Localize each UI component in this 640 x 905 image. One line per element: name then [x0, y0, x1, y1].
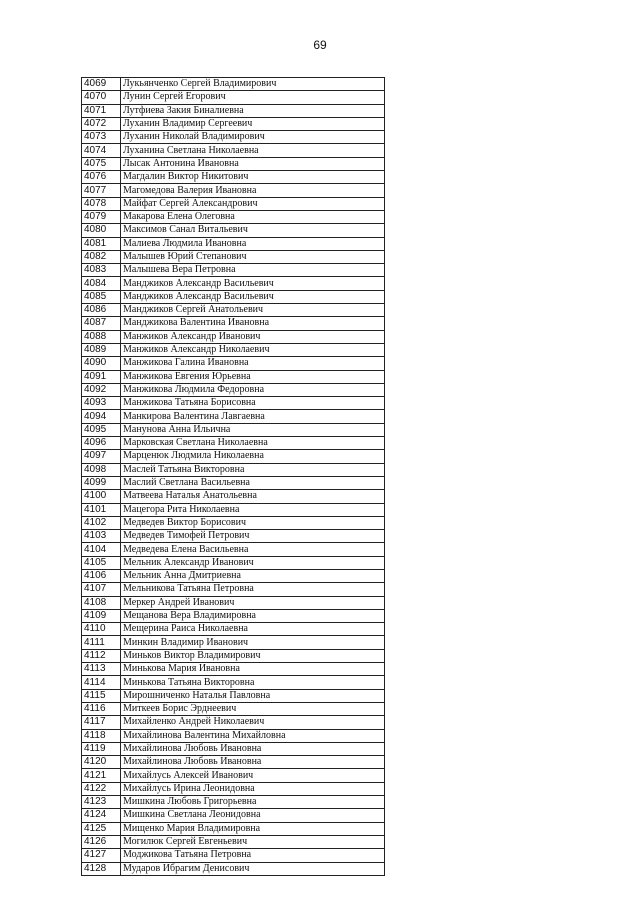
row-number: 4095 — [82, 423, 121, 436]
row-number: 4092 — [82, 383, 121, 396]
person-name: Михайленко Андрей Николаевич — [121, 716, 385, 729]
table-row — [82, 822, 385, 835]
person-name: Мещанова Вера Владимировна — [121, 609, 385, 622]
person-name: Максимов Санал Витальевич — [121, 224, 385, 237]
person-name: Матвеева Наталья Анатольевна — [121, 490, 385, 503]
row-number: 4072 — [82, 117, 121, 130]
table-row — [82, 729, 385, 742]
table-row — [82, 716, 385, 729]
row-number: 4102 — [82, 516, 121, 529]
row-number: 4109 — [82, 609, 121, 622]
person-name: Минкин Владимир Иванович — [121, 636, 385, 649]
table-row — [82, 357, 385, 370]
table-row — [82, 702, 385, 715]
person-name: Маслей Татьяна Викторовна — [121, 463, 385, 476]
table-row — [82, 397, 385, 410]
table-row — [82, 450, 385, 463]
table-row — [82, 437, 385, 450]
table-row — [82, 796, 385, 809]
row-number: 4079 — [82, 210, 121, 223]
table-row — [82, 476, 385, 489]
table-row — [82, 809, 385, 822]
person-name: Марценюк Людмила Николаевна — [121, 450, 385, 463]
person-name: Мельник Анна Дмитриевна — [121, 569, 385, 582]
table-row — [82, 78, 385, 91]
table-row — [82, 250, 385, 263]
table-row — [82, 516, 385, 529]
person-name: Манджиков Сергей Анатольевич — [121, 304, 385, 317]
person-name: Мельникова Татьяна Петровна — [121, 583, 385, 596]
person-name: Луханина Светлана Николаевна — [121, 144, 385, 157]
person-name: Манжикова Галина Ивановна — [121, 357, 385, 370]
row-number: 4118 — [82, 729, 121, 742]
person-name: Мельник Александр Иванович — [121, 556, 385, 569]
row-number: 4091 — [82, 370, 121, 383]
row-number: 4082 — [82, 250, 121, 263]
row-number: 4088 — [82, 330, 121, 343]
row-number: 4078 — [82, 197, 121, 210]
row-number: 4084 — [82, 277, 121, 290]
table-row — [82, 131, 385, 144]
row-number: 4110 — [82, 623, 121, 636]
table-row — [82, 370, 385, 383]
table-row — [82, 649, 385, 662]
table-row — [82, 463, 385, 476]
table-row — [82, 423, 385, 436]
table-row — [82, 742, 385, 755]
person-name: Манджикова Валентина Ивановна — [121, 317, 385, 330]
person-name: Лукьянченко Сергей Владимирович — [121, 78, 385, 91]
row-number: 4081 — [82, 237, 121, 250]
person-name: Манунова Анна Ильична — [121, 423, 385, 436]
person-name: Мишкина Светлана Леонидовна — [121, 809, 385, 822]
roster-table-body — [82, 78, 385, 876]
row-number: 4113 — [82, 663, 121, 676]
row-number: 4083 — [82, 264, 121, 277]
table-row — [82, 197, 385, 210]
person-name: Манжикова Евгения Юрьевна — [121, 370, 385, 383]
table-row — [82, 782, 385, 795]
row-number: 4120 — [82, 756, 121, 769]
person-name: Манджиков Александр Васильевич — [121, 277, 385, 290]
person-name: Михайлинова Любовь Ивановна — [121, 756, 385, 769]
table-row — [82, 490, 385, 503]
table-row — [82, 224, 385, 237]
person-name: Мишкина Любовь Григорьевна — [121, 796, 385, 809]
table-row — [82, 157, 385, 170]
row-number: 4105 — [82, 556, 121, 569]
table-row — [82, 104, 385, 117]
table-row — [82, 264, 385, 277]
row-number: 4121 — [82, 769, 121, 782]
row-number: 4087 — [82, 317, 121, 330]
roster-table — [81, 77, 385, 876]
row-number: 4127 — [82, 849, 121, 862]
table-row — [82, 569, 385, 582]
row-number: 4077 — [82, 184, 121, 197]
table-row — [82, 756, 385, 769]
table-row — [82, 530, 385, 543]
person-name: Манжиков Александр Николаевич — [121, 343, 385, 356]
person-name: Минькова Татьяна Викторовна — [121, 676, 385, 689]
person-name: Мацегора Рита Николаевна — [121, 503, 385, 516]
person-name: Мирошниченко Наталья Павловна — [121, 689, 385, 702]
row-number: 4122 — [82, 782, 121, 795]
table-row — [82, 330, 385, 343]
row-number: 4112 — [82, 649, 121, 662]
table-row — [82, 609, 385, 622]
person-name: Манжикова Татьяна Борисовна — [121, 397, 385, 410]
table-row — [82, 383, 385, 396]
table-row — [82, 91, 385, 104]
row-number: 4085 — [82, 290, 121, 303]
table-row — [82, 663, 385, 676]
row-number: 4101 — [82, 503, 121, 516]
person-name: Медведева Елена Васильевна — [121, 543, 385, 556]
row-number: 4075 — [82, 157, 121, 170]
row-number: 4074 — [82, 144, 121, 157]
person-name: Луханин Николай Владимирович — [121, 131, 385, 144]
person-name: Меркер Андрей Иванович — [121, 596, 385, 609]
row-number: 4073 — [82, 131, 121, 144]
table-row — [82, 636, 385, 649]
row-number: 4106 — [82, 569, 121, 582]
person-name: Малышев Юрий Степанович — [121, 250, 385, 263]
table-row — [82, 117, 385, 130]
row-number: 4093 — [82, 397, 121, 410]
row-number: 4094 — [82, 410, 121, 423]
row-number: 4086 — [82, 304, 121, 317]
person-name: Лысак Антонина Ивановна — [121, 157, 385, 170]
table-row — [82, 210, 385, 223]
person-name: Лунин Сергей Егорович — [121, 91, 385, 104]
table-row — [82, 410, 385, 423]
person-name: Макарова Елена Олеговна — [121, 210, 385, 223]
table-row — [82, 503, 385, 516]
row-number: 4076 — [82, 171, 121, 184]
row-number: 4116 — [82, 702, 121, 715]
table-row — [82, 862, 385, 875]
person-name: Малиева Людмила Ивановна — [121, 237, 385, 250]
row-number: 4100 — [82, 490, 121, 503]
person-name: Луханин Владимир Сергеевич — [121, 117, 385, 130]
person-name: Мударов Ибрагим Денисович — [121, 862, 385, 875]
table-row — [82, 623, 385, 636]
table-row — [82, 596, 385, 609]
table-row — [82, 676, 385, 689]
row-number: 4125 — [82, 822, 121, 835]
row-number: 4089 — [82, 343, 121, 356]
person-name: Миткеев Борис Эрднеевич — [121, 702, 385, 715]
row-number: 4128 — [82, 862, 121, 875]
person-name: Манкирова Валентина Лавгаевна — [121, 410, 385, 423]
row-number: 4103 — [82, 530, 121, 543]
row-number: 4096 — [82, 437, 121, 450]
table-row — [82, 343, 385, 356]
row-number: 4115 — [82, 689, 121, 702]
person-name: Маслий Светлана Васильевна — [121, 476, 385, 489]
person-name: Михайлинова Валентина Михайловна — [121, 729, 385, 742]
table-row — [82, 317, 385, 330]
person-name: Манжиков Александр Иванович — [121, 330, 385, 343]
row-number: 4071 — [82, 104, 121, 117]
table-row — [82, 290, 385, 303]
person-name: Магдалин Виктор Никитович — [121, 171, 385, 184]
table-row — [82, 144, 385, 157]
table-row — [82, 237, 385, 250]
row-number: 4069 — [82, 78, 121, 91]
table-row — [82, 171, 385, 184]
row-number: 4090 — [82, 357, 121, 370]
person-name: Михайлусь Алексей Иванович — [121, 769, 385, 782]
person-name: Мищенко Мария Владимировна — [121, 822, 385, 835]
person-name: Миньков Виктор Владимирович — [121, 649, 385, 662]
row-number: 4126 — [82, 835, 121, 848]
table-row — [82, 304, 385, 317]
person-name: Магомедова Валерия Ивановна — [121, 184, 385, 197]
person-name: Михайлинова Любовь Ивановна — [121, 742, 385, 755]
table-row — [82, 849, 385, 862]
person-name: Медведев Тимофей Петрович — [121, 530, 385, 543]
row-number: 4124 — [82, 809, 121, 822]
table-row — [82, 769, 385, 782]
person-name: Малышева Вера Петровна — [121, 264, 385, 277]
row-number: 4107 — [82, 583, 121, 596]
row-number: 4080 — [82, 224, 121, 237]
table-row — [82, 689, 385, 702]
person-name: Могилюк Сергей Евгеньевич — [121, 835, 385, 848]
person-name: Майфат Сергей Александрович — [121, 197, 385, 210]
person-name: Мещерина Раиса Николаевна — [121, 623, 385, 636]
person-name: Михайлусь Ирина Леонидовна — [121, 782, 385, 795]
person-name: Манжикова Людмила Федоровна — [121, 383, 385, 396]
row-number: 4114 — [82, 676, 121, 689]
person-name: Лутфиева Закия Биналиевна — [121, 104, 385, 117]
table-row — [82, 277, 385, 290]
row-number: 4070 — [82, 91, 121, 104]
person-name: Минькова Мария Ивановна — [121, 663, 385, 676]
row-number: 4111 — [82, 636, 121, 649]
table-row — [82, 543, 385, 556]
row-number: 4099 — [82, 476, 121, 489]
row-number: 4123 — [82, 796, 121, 809]
row-number: 4108 — [82, 596, 121, 609]
row-number: 4119 — [82, 742, 121, 755]
person-name: Медведев Виктор Борисович — [121, 516, 385, 529]
person-name: Манджиков Александр Васильевич — [121, 290, 385, 303]
person-name: Моджикова Татьяна Петровна — [121, 849, 385, 862]
row-number: 4097 — [82, 450, 121, 463]
row-number: 4098 — [82, 463, 121, 476]
person-name: Марковская Светлана Николаевна — [121, 437, 385, 450]
row-number: 4104 — [82, 543, 121, 556]
row-number: 4117 — [82, 716, 121, 729]
table-row — [82, 835, 385, 848]
page-number: 69 — [313, 38, 327, 52]
table-row — [82, 556, 385, 569]
table-row — [82, 583, 385, 596]
table-row — [82, 184, 385, 197]
